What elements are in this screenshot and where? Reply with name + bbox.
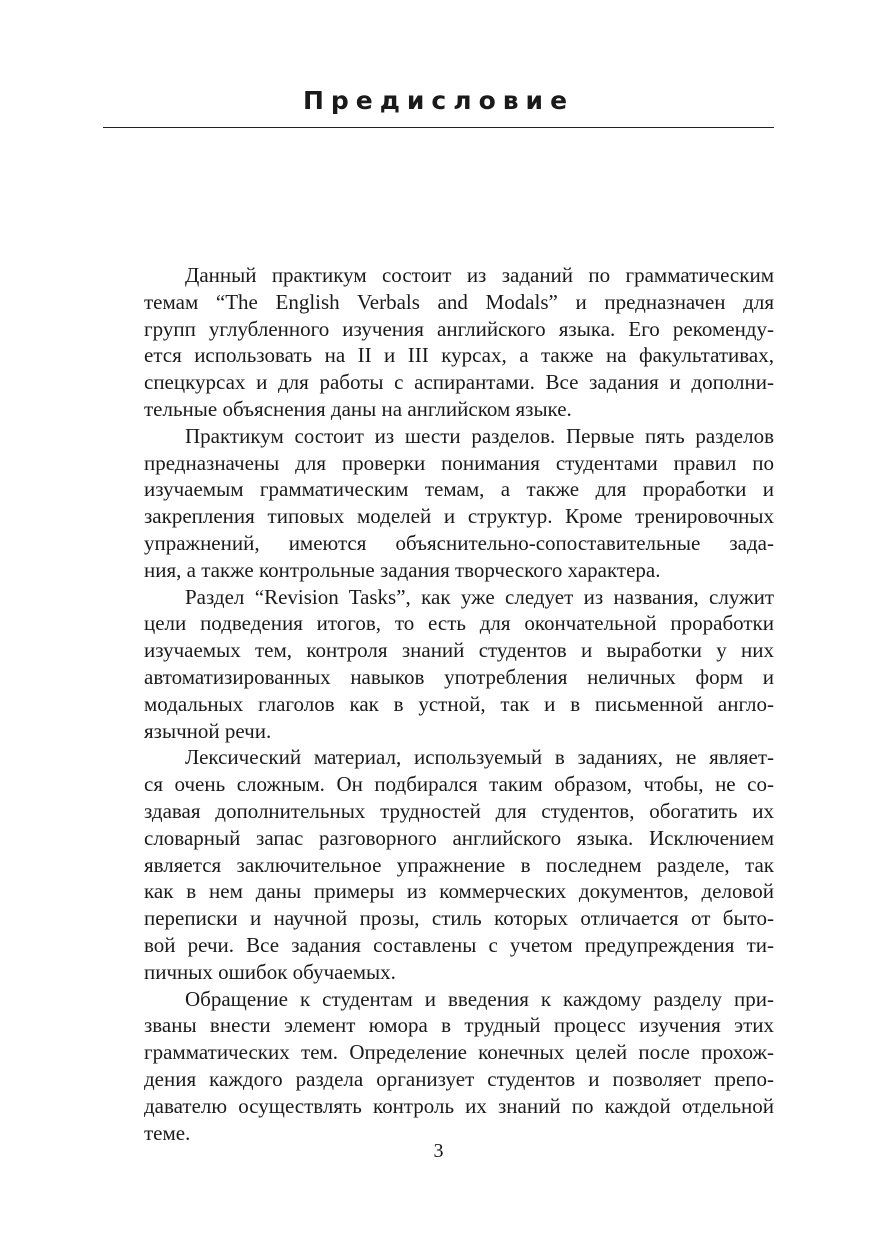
text-line: групп углубленного изучения английского языка. Его рекоменду- [144,316,774,341]
text-line: упражнений, имеются объяснительно-сопоставительные зада- [144,530,774,555]
text-line: тельные объяснения даны на английском языке. [144,396,572,421]
text-line: закрепления типовых моделей и структур. Кроме тренировочных [144,504,774,529]
body-text [103,262,774,1146]
text-line: цели подведения итогов, то есть для окончательной проработки [144,611,774,636]
text-line: Лексический материал, используемый в заданиях, не являет- [185,745,774,770]
text-line: Данный практикум состоит из заданий по грамматическим [185,263,774,287]
text-line: дения каждого раздела организует студентов и позволяет препо- [144,1066,774,1091]
text-line: ется использовать на II и III курсах, а также на факультативах, [144,343,774,368]
text-line: как в нем даны примеры из коммерческих документов, деловой [144,879,774,904]
text-line: ся очень сложным. Он подбирался таким образом, чтобы, не со- [144,772,774,797]
text-line: модальных глаголов как в устной, так и в письменной англо- [144,691,774,716]
text-line: является заключительное упражнение в последнем разделе, так [144,852,774,877]
text-line: давателю осуществлять контроль их знаний по каждой отдельной [144,1093,774,1118]
text-line: ния, а также контрольные задания творческого характера. [144,557,661,582]
text-line: изучаемых тем, контроля знаний студентов и выработки у них [144,638,774,663]
text-line: автоматизированных навыков употребления неличных форм и [144,664,774,689]
text-line: предназначены для проверки понимания студентами правил по [144,450,774,475]
text-line: темам “The English Verbals and Modals” и предназначен для [144,289,774,314]
paragraph-2 [103,423,774,584]
text-line: словарный запас разговорного английского языка. Исключением [144,825,774,850]
text-line: теме. [144,1120,191,1145]
text-line: грамматических тем. Определение конечных целей после прохож- [144,1040,774,1065]
text-line: здавая дополнительных трудностей для студентов, обогатить их [144,798,774,823]
text-line: изучаемым грамматическим темам, а также для проработки и [144,477,774,502]
text-line: переписки и научной прозы, стиль которых отличается от быто- [144,906,774,931]
paragraph-1 [103,262,774,423]
chapter-title: Предисловие [302,86,575,115]
paragraph-5 [103,986,774,1147]
text-line: язычной речи. [144,718,272,743]
paragraph-4 [103,744,774,985]
text-line: Обращение к студентам и введения к каждому разделу при- [185,986,774,1011]
text-line: Раздел “Revision Tasks”, как уже следует из названия, служит [185,584,774,609]
text-line: Практикум состоит из шести разделов. Первые пять разделов [185,423,774,448]
text-line: званы внести элемент юмора в трудный процесс изучения этих [144,1013,774,1038]
text-line: вой речи. Все задания составлены с учетом предупреждения ти- [144,932,774,957]
page-number: 3 [433,1140,444,1162]
title-underline-rule [103,127,774,128]
text-line: спецкурсах и для работы с аспирантами. Все задания и дополни- [144,370,774,395]
text-line: пичных ошибок обучаемых. [144,959,396,984]
paragraph-3 [103,584,774,745]
